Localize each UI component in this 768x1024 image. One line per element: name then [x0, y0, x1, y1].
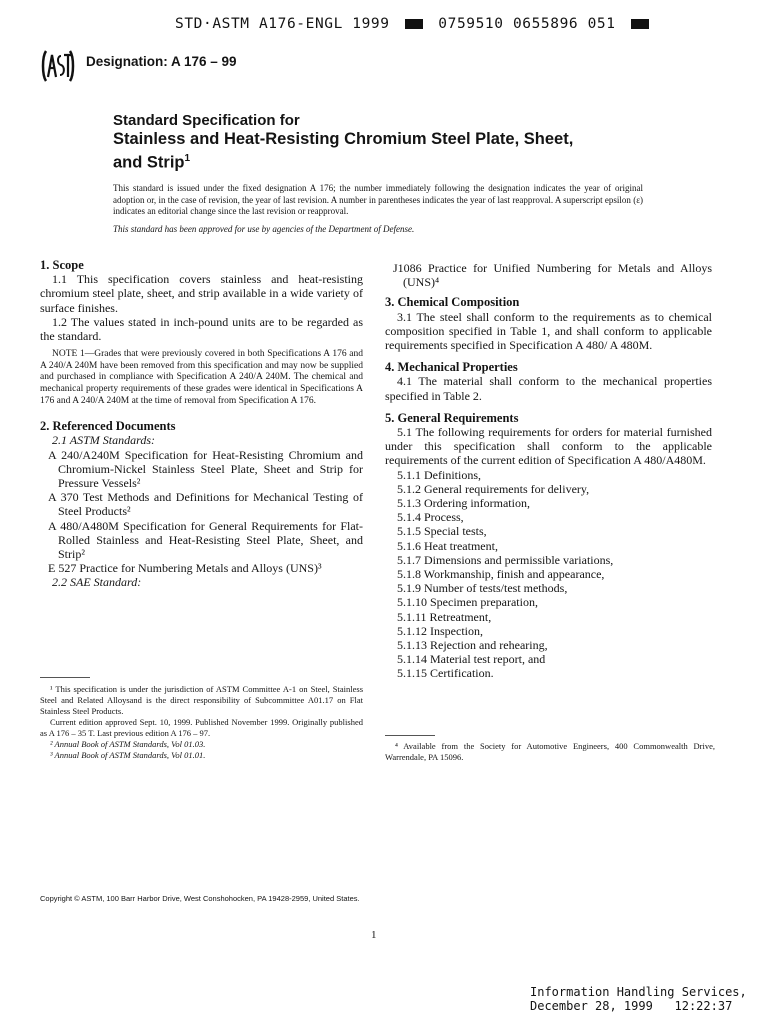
- paragraph-2-1: 2.1 ASTM Standards:: [52, 433, 156, 448]
- reference-item: A 240/A240M Specification for Heat-Resisting Chromium and Chromium-Nickel Stainless Steel Plate, Sheet and Strip for Pressure Vessels²: [48, 447, 363, 490]
- list-item: 5.1.4 Process,: [397, 510, 464, 525]
- footnote-4: ⁴ Available from the Society for Automotive Engineers, 400 Commonwealth Drive, Warrendale, PA 15096.: [385, 741, 715, 762]
- footnote-rule-right: [385, 735, 435, 736]
- list-item: 5.1.2 General requirements for delivery,: [397, 481, 590, 496]
- list-item: 5.1.15 Certification.: [397, 666, 494, 681]
- list-item: 5.1.13 Rejection and rehearing,: [397, 638, 548, 653]
- barcode-number-1: 0759510: [438, 16, 504, 32]
- section-5-heading: 5. General Requirements: [385, 410, 519, 425]
- footnote-rule-left: [40, 677, 90, 678]
- list-item: 5.1.10 Specimen preparation,: [397, 595, 538, 610]
- left-footnotes: [40, 684, 363, 761]
- reference-item: A 480/A480M Specification for General Requirements for Flat-Rolled Stainless and Heat-Resisting Steel Plate, Sheet, and Strip²: [48, 518, 363, 562]
- barcode-block-end: [631, 19, 649, 29]
- list-item: 5.1.5 Special tests,: [397, 524, 487, 539]
- issuance-note: This standard is issued under the fixed designation A 176; the number immediately following the designation indicates the year of original adoption or, in the case of revision, the year of last revision. A number in parentheses indicates the year of last reapproval. A superscript epsilon (ε) indicates an editorial change since the last revision or reapproval.: [113, 183, 643, 216]
- dod-approval-note: This standard has been approved for use by agencies of the Department of Defense.: [113, 224, 415, 234]
- right-footnotes: [385, 741, 715, 763]
- paragraph-1-2: 1.2 The values stated in inch-pound units are to be regarded as the standard.: [40, 314, 363, 344]
- list-item: 5.1.14 Material test report, and: [397, 652, 546, 667]
- paragraph-1-1: 1.1 This specification covers stainless and heat-resisting chromium steel plate, sheet, and strip available in a wide variety of surface finishes.: [40, 272, 363, 315]
- left-column: [40, 258, 363, 590]
- copyright-notice: Copyright © ASTM, 100 Barr Harbor Drive, West Conshohocken, PA 19428-2959, United States.: [40, 894, 360, 903]
- footnote-2: ² Annual Book of ASTM Standards, Vol 01.03.: [50, 739, 206, 749]
- title-footnote-ref: 1: [184, 153, 191, 164]
- list-item: 5.1.1 Definitions,: [397, 467, 481, 482]
- page-number: 1: [371, 929, 377, 941]
- document-code-header: [175, 16, 655, 32]
- requirements-list: [385, 468, 712, 681]
- print-footer: [530, 985, 747, 1013]
- list-item: 5.1.9 Number of tests/test methods,: [397, 581, 568, 596]
- designation: Designation: A 176 – 99: [86, 54, 237, 69]
- barcode-block: [405, 19, 423, 29]
- footnote-1-edition: Current edition approved Sept. 10, 1999. Published November 1999. Originally published as A 176 – 35 T. Last previous edition A 176 – 97.: [40, 717, 363, 738]
- barcode-number-2: 0655896 051: [512, 16, 616, 32]
- reference-j1086: J1086 Practice for Unified Numbering for Metals and Alloys (UNS)⁴: [393, 261, 712, 290]
- title-line-2: Stainless and Heat-Resisting Chromium Steel Plate, Sheet,: [113, 130, 574, 148]
- footnote-3: ³ Annual Book of ASTM Standards, Vol 01.01.: [50, 750, 206, 760]
- astm-logo-icon: [40, 47, 76, 85]
- title-line-1: Standard Specification for: [113, 112, 300, 129]
- reference-item: E 527 Practice for Numbering Metals and Alloys (UNS)³: [48, 561, 322, 576]
- paragraph-2-2: 2.2 SAE Standard:: [52, 575, 142, 590]
- section-3-heading: 3. Chemical Composition: [385, 295, 520, 310]
- list-item: 5.1.11 Retreatment,: [397, 609, 492, 624]
- paragraph-3-1: 3.1 The steel shall conform to the requirements as to chemical composition specified in Table 1, and shall conform to applicable requirements specified in Specification A 480/ A 480M.: [385, 309, 712, 353]
- document-title: [113, 111, 673, 173]
- section-2-heading: 2. Referenced Documents: [40, 419, 176, 434]
- footnote-1: ¹ This specification is under the jurisdiction of ASTM Committee A-1 on Steel, Stainless Steel and Related Alloysand is the direct responsibility of Subcommittee A01.17 on Flat Stainless Steel Products.: [40, 684, 363, 716]
- footer-line-2: December 28, 1999 12:22:37: [530, 999, 733, 1013]
- right-column: [385, 261, 712, 681]
- title-line-3-text: and Strip: [113, 153, 185, 172]
- paragraph-5-1: 5.1 The following requirements for orders for material furnished under this specification shall conform to the applicable requirements of the current edition of Specification A 480/A480M.: [385, 425, 712, 468]
- section-1-heading: 1. Scope: [40, 258, 84, 272]
- footer-line-1: Information Handling Services,: [530, 985, 747, 999]
- paragraph-4-1: 4.1 The material shall conform to the mechanical properties specified in Table 2.: [385, 374, 712, 403]
- title-line-3: [113, 149, 673, 173]
- note-1: NOTE 1—Grades that were previously covered in both Specifications A 176 and A 240/A 240M have been removed from this specification and may now be supplied and purchased in compliance with Specification A 240/A 240M. The chemical and mechanical property requirements of these grades were identical in Specifications A 176 and A 240/A 240M at the time of removal from Specification A 176.: [40, 349, 363, 406]
- list-item: 5.1.3 Ordering information,: [397, 496, 530, 511]
- list-item: 5.1.7 Dimensions and permissible variations,: [397, 552, 614, 567]
- section-4-heading: 4. Mechanical Properties: [385, 360, 518, 375]
- list-item: 5.1.6 Heat treatment,: [397, 538, 498, 553]
- reference-item: A 370 Test Methods and Definitions for Mechanical Testing of Steel Products²: [48, 490, 363, 519]
- document-code: STD·ASTM A176-ENGL 1999: [175, 16, 390, 32]
- list-item: 5.1.12 Inspection,: [397, 623, 483, 638]
- list-item: 5.1.8 Workmanship, finish and appearance,: [397, 567, 605, 582]
